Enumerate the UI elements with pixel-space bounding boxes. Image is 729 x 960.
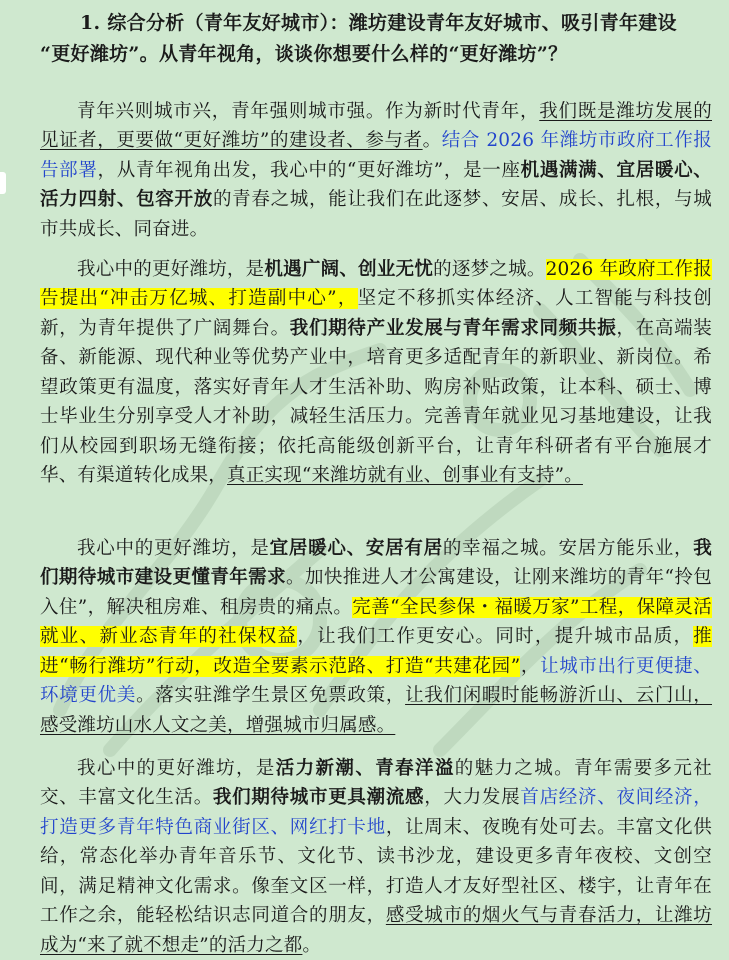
left-edge-tab [0,172,6,194]
text-run: 的逐梦之城。 [433,259,545,280]
blue-text: 让城市出行更便捷、环境更优美 [40,656,712,707]
highlighted-text: 2026 年政府工作报告提出“冲击万亿城、打造副中心”， [40,259,712,310]
text-run: ，大力发展 [424,787,520,808]
text-run: 我心中的更好潍坊，是 [77,259,264,280]
text-run: 的魅力之城。青年需要多元社交、丰富文化生活。 [40,758,712,809]
text-run: 的青春之城，能让我们在此逐梦、安居、成长、扎根，与城市共成长、同奋进。 [40,189,712,240]
text-run: 我心中的更好潍坊，是 [77,758,276,779]
underlined-text: 让我们闲暇时能畅游沂山、云门山，感受潍坊山水人文之美，增强城市归属感。 [40,685,712,736]
bold-text: 活力新潮、青春洋溢 [276,758,455,779]
underlined-text: 我们既是潍坊发展的见证者，更要做“更好潍坊”的建设者、参与者 [40,101,712,152]
bold-text: 机遇广阔、创业无忧 [264,259,433,280]
question-title [40,8,710,70]
highlighted-text: 推进“畅行潍坊”行动，改造全要素示范路、打造“共建花园” [40,626,712,677]
bold-text: 宜居暖心、安居有居 [270,538,443,559]
text-run: ， [520,656,540,677]
text-run: 。 [423,130,442,151]
bold-text: 我们期待城市更具潮流感 [213,787,424,808]
bold-text: 机遇满满、宜居暖心、活力四射、包容开放 [40,160,712,211]
text-run: 坚定不移抓实体经济、人工智能与科技创新，为青年提供了广阔舞台。 [40,288,712,339]
text-run: ，在高端装备、新能源、现代种业等优势产业中，培育更多适配青年的新职业、新岗位。希望政策更有温度，落实好青年人才生活补助、购房补贴政策，让本科、硕士、博士毕业生分别享受人才补助，减轻生活压力。完善青年就业见习基地建设，让我们从校园到职场无缝衔接；依托高能级创新平台，让青年科研者有平台施展才华、有渠道转化成果， [40,318,712,487]
text-run: 。 [302,935,321,956]
paragraph-intro [40,97,712,245]
paragraph-opportunity [40,255,712,491]
text-run: 的幸福之城。安居方能乐业， [443,538,693,559]
text-run: 。加快推进人才公寓建设，让刚来潍坊的青年“拎包入住”，解决租房难、租房贵的痛点。 [40,567,712,618]
text-run: ，让我们工作更安心。同时，提升城市品质， [297,626,693,647]
bold-text: 我们期待产业发展与青年需求同频共振 [290,318,617,339]
title-line-2: “更好潍坊”。从青年视角，谈谈你想要什么样的“更好潍坊”？ [40,39,710,70]
blue-text: 首店经济、夜间经济，打造更多青年特色商业街区、网红打卡地 [40,787,712,838]
text-run: ，从青年视角出发，我心中的“更好潍坊”，是一座 [98,160,521,181]
text-run: 。落实驻潍学生景区免票政策， [136,685,405,706]
paragraph-vitality [40,754,712,960]
paragraph-livable [40,534,712,741]
bold-text: 我们期待城市建设更懂青年需求 [40,538,712,589]
underlined-text: 感受城市的烟火气与青春活力，让潍坊成为“来了就不想走”的活力之都 [40,905,712,956]
underlined-text: 真正实现“来潍坊就有业、创事业有支持”。 [227,465,583,486]
title-line-1: 1. 综合分析（青年友好城市）：潍坊建设青年友好城市、吸引青年建设 [40,8,710,39]
blue-text: 结合 2026 年潍坊市政府工作报告部署 [40,130,712,181]
text-run: 青年兴则城市兴，青年强则城市强。作为新时代青年， [77,101,539,122]
text-run: 我心中的更好潍坊，是 [77,538,270,559]
highlighted-text: 完善“全民参保・福暖万家”工程，保障灵活就业、新业态青年的社保权益 [40,597,712,648]
text-run: ，让周末、夜晚有处可去。丰富文化供给，常态化举办青年音乐节、文化节、读书沙龙，建设更多青年夜校、文创空间，满足精神文化需求。像奎文区一样，打造人才友好型社区、楼宇，让青年在工作之余，能轻松结识志同道合的朋友， [40,817,712,927]
